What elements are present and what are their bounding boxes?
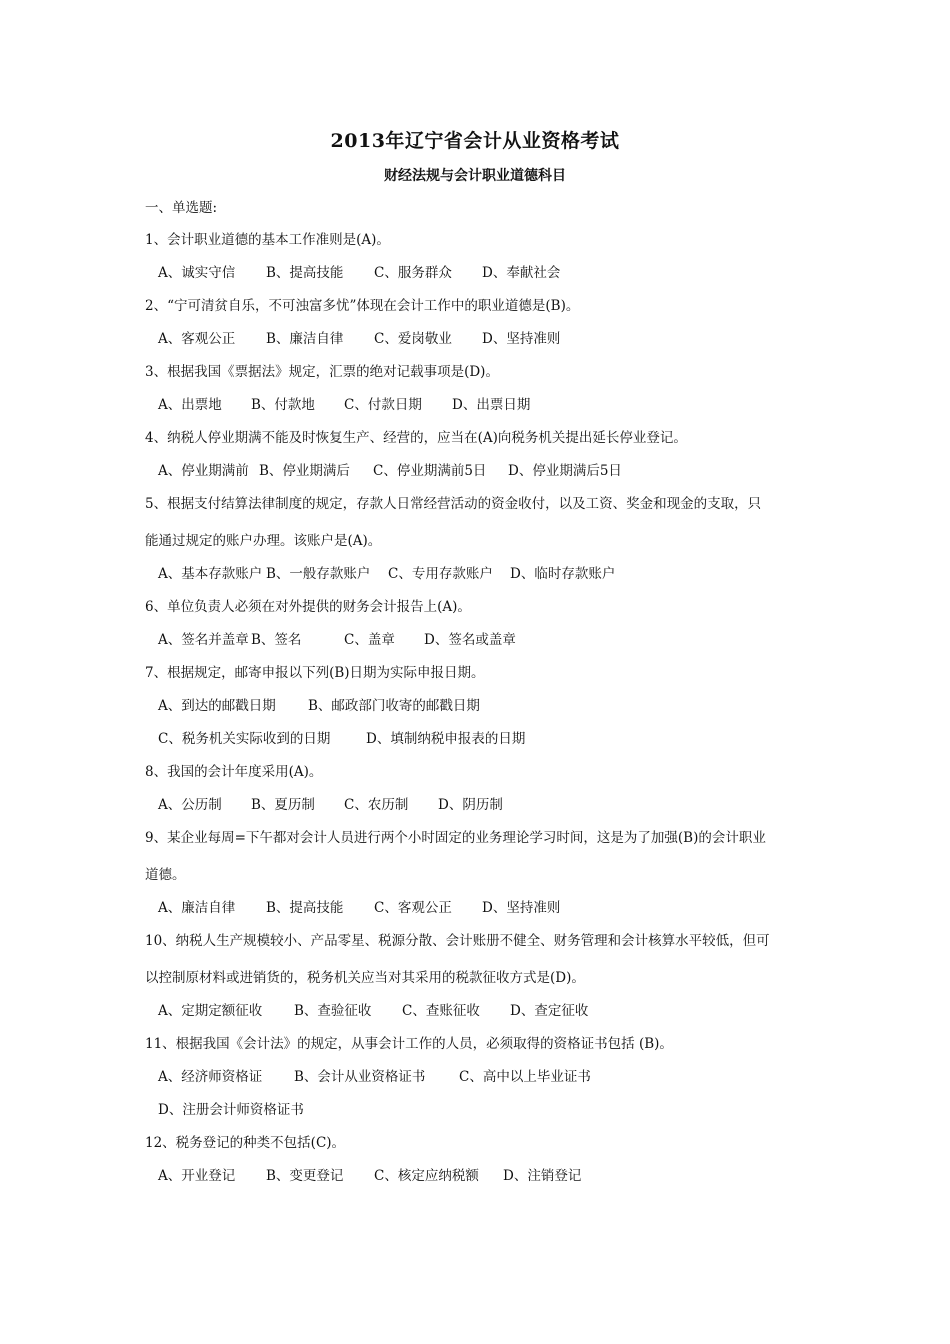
option-c: C、税务机关实际收到的日期 [158,731,331,747]
option-d: D、注册会计师资格证书 [158,1102,304,1118]
option-c: C、爱岗敬业 [374,331,452,347]
option-b: B、付款地 [251,397,315,413]
question-11-options-row-2 [158,1101,304,1119]
question-5-line-1: 5、根据支付结算法律制度的规定，存款人日常经营活动的资金收付，以及工资、奖金和现金的支取，只 [145,496,762,512]
option-b: B、一般存款账户 [266,566,371,582]
question-12: 12、税务登记的种类不包括(C)。 [145,1135,346,1151]
option-d: D、坚持准则 [482,331,561,347]
option-c: C、高中以上毕业证书 [459,1069,591,1085]
option-d: D、出票日期 [452,397,531,413]
option-d: D、注销登记 [503,1168,582,1184]
question-3-options [158,396,530,414]
question-12-options [158,1167,581,1185]
option-a: A、基本存款账户 [158,566,263,582]
option-c: C、农历制 [344,797,409,813]
option-d: D、临时存款账户 [510,566,616,582]
section-heading: 一、单选题: [145,200,218,216]
option-c: C、查账征收 [402,1003,480,1019]
option-b: B、提高技能 [266,265,344,281]
option-a: A、签名并盖章 [158,632,249,648]
option-c: C、核定应纳税额 [374,1168,479,1184]
option-a: A、开业登记 [158,1168,236,1184]
question-1: 1、会计职业道德的基本工作准则是(A)。 [145,232,390,248]
question-4-options [158,462,622,480]
option-d: D、奉献社会 [482,265,561,281]
question-11: 11、根据我国《会计法》的规定，从事会计工作的人员，必须取得的资格证书包括 (B)。 [145,1036,673,1052]
option-c: C、停业期满前5日 [373,463,487,479]
question-9-line-1: 9、某企业每周=下午都对会计人员进行两个小时固定的业务理论学习时间，这是为了加强(B)的会计职业 [145,830,766,846]
option-b: B、廉洁自律 [266,331,344,347]
question-6: 6、单位负责人必须在对外提供的财务会计报告上(A)。 [145,599,471,615]
question-2: 2、“宁可清贫自乐，不可浊富多忧”体现在会计工作中的职业道德是(B)。 [145,298,580,314]
option-d: D、查定征收 [510,1003,589,1019]
option-d: D、停业期满后5日 [508,463,622,479]
question-5-line-2: 能通过规定的账户办理。该账户是(A)。 [145,533,382,549]
option-d: D、填制纳税申报表的日期 [366,731,526,747]
option-a: A、定期定额征收 [158,1003,263,1019]
option-b: B、停业期满后 [259,463,350,479]
question-8: 8、我国的会计年度采用(A)。 [145,764,323,780]
option-c: C、付款日期 [344,397,422,413]
option-a: A、客观公正 [158,331,236,347]
option-c: C、服务群众 [374,265,452,281]
question-4: 4、纳税人停业期满不能及时恢复生产、经营的，应当在(A)向税务机关提出延长停业登记。 [145,430,687,446]
question-10-options [158,1002,588,1020]
option-b: B、变更登记 [266,1168,344,1184]
option-a: A、经济师资格证 [158,1069,263,1085]
question-7-options-row-1 [158,697,480,715]
option-a: A、出票地 [158,397,222,413]
option-b: B、会计从业资格证书 [294,1069,426,1085]
document-subtitle: 财经法规与会计职业道德科目 [384,168,566,184]
option-d: D、坚持准则 [482,900,561,916]
option-c: C、专用存款账户 [388,566,493,582]
option-a: A、廉洁自律 [158,900,236,916]
option-c: C、盖章 [344,632,395,648]
option-b: B、提高技能 [266,900,344,916]
question-3: 3、根据我国《票据法》规定，汇票的绝对记载事项是(D)。 [145,364,499,380]
question-6-options [158,631,516,649]
question-11-options-row-1 [158,1068,591,1086]
question-7: 7、根据规定，邮寄申报以下列(B)日期为实际申报日期。 [145,665,485,681]
option-b: B、查验征收 [294,1003,372,1019]
document-title: 2013年辽宁省会计从业资格考试 [330,130,620,152]
option-a: A、公历制 [158,797,222,813]
option-b: B、邮政部门收寄的邮戳日期 [308,698,480,714]
option-c: C、客观公正 [374,900,452,916]
option-a: A、停业期满前 [158,463,249,479]
question-1-options [158,264,560,282]
option-a: A、诚实守信 [158,265,236,281]
question-10-line-2: 以控制原材料或进销货的，税务机关应当对其采用的税款征收方式是(D)。 [145,970,585,986]
option-b: B、签名 [251,632,302,648]
option-a: A、到达的邮戳日期 [158,698,276,714]
option-d: D、阴历制 [438,797,503,813]
question-10-line-1: 10、纳税人生产规模较小、产品零星、税源分散、会计账册不健全、财务管理和会计核算水平较低，但可 [145,933,770,949]
option-b: B、夏历制 [251,797,315,813]
question-9-line-2: 道德。 [145,867,186,883]
question-5-options [158,565,615,583]
question-2-options [158,330,560,348]
question-9-options [158,899,560,917]
question-8-options [158,796,503,814]
question-7-options-row-2 [158,730,525,748]
option-d: D、签名或盖章 [424,632,516,648]
